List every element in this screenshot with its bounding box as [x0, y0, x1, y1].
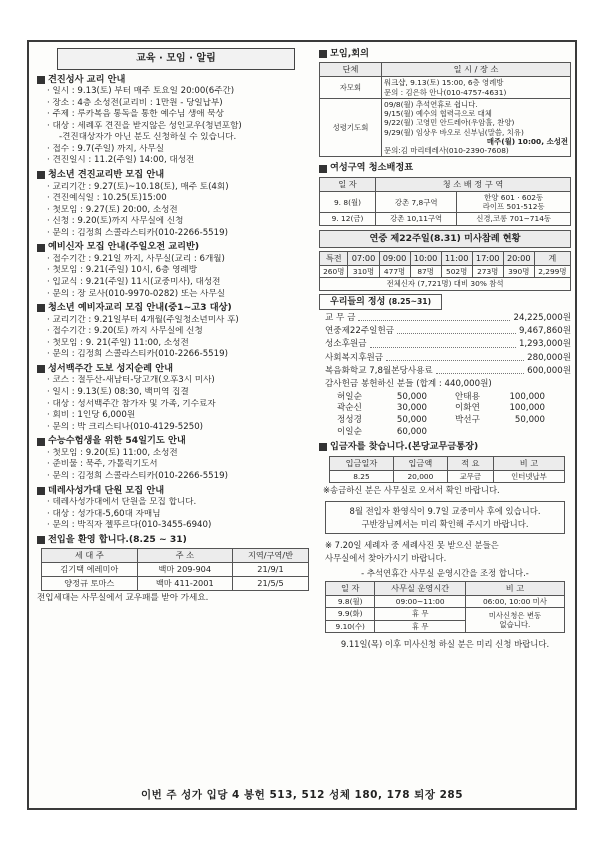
announcement-section: [37, 241, 315, 300]
announcement-list: [37, 74, 315, 532]
table-header: 입금액: [393, 456, 447, 470]
group-name: 자모회: [320, 77, 382, 99]
table-header: 10:00: [410, 252, 441, 266]
dotted-leader: [386, 352, 524, 361]
announcement-title: 청소년 예비자교리 모집 안내(중1~고3 대상): [48, 302, 232, 314]
bullet-square-icon: [37, 438, 45, 446]
mass-attendance-title: 연중 제22주일(8.31) 미사참례 현황: [319, 230, 571, 248]
offering-period: (8.25~31): [388, 296, 432, 306]
table-cell: 273명: [472, 266, 503, 278]
offering-amount: 9,467,860원: [518, 326, 571, 337]
table-row: [326, 608, 565, 620]
table-header: 계: [534, 252, 570, 266]
meeting-line: 09/8(월) 추석연휴로 쉽니다.: [384, 99, 478, 109]
donor-row: [319, 403, 571, 415]
announcement-title: 수능수험생을 위한 54일기도 안내: [48, 435, 186, 447]
donor-name: 박선구: [455, 414, 480, 425]
announcement-line: · 회비 : 1인당 6,000원: [47, 410, 136, 421]
announcement-line: · 접수기간 : 9.21일 까지, 사무실(교리 : 6개월): [47, 253, 225, 264]
welcome-table: [41, 548, 309, 591]
announcement-line: · 장소 : 4층 소성전(교리비 : 1만원 - 당일납부): [47, 97, 223, 108]
list-item: [319, 338, 571, 351]
announcement-title: 견진성사 교리 안내: [48, 73, 126, 85]
donor-row: [319, 392, 571, 404]
announcement-line: · 첫모임 : 9.27(토) 20:00, 소성전: [47, 204, 178, 215]
meeting-line: 문의 : 김은하 안나(010-4757-4631): [384, 87, 507, 97]
offering-label: 사회복지후원금: [325, 352, 384, 363]
announcement-line: · 대상 : 성가대-5,60대 자매님: [47, 508, 161, 519]
announcement-line: · 첫모임 : 9.20(토) 11:00, 소성전: [47, 447, 178, 458]
donor-amount: 50,000: [396, 391, 427, 402]
offering-label: 복음화학교 7,8월본당사용료: [325, 366, 433, 377]
meeting-line: 워크샵, 9.13(토) 15:00, 6층 영례방: [384, 78, 504, 88]
announcement-line: · 첫모임 : 9.21(주일) 10시, 6층 영례방: [47, 265, 198, 276]
baptism-photo-note: ※ 7.20일 세례자 중 세례사진 못 받으신 분들은 사무실에서 찾아가시기 바랍니다.: [325, 540, 499, 563]
table-header: 주 소: [137, 549, 232, 563]
bullet-square-icon: [37, 244, 45, 252]
offering-amount: 280,000원: [527, 352, 571, 363]
announcement-section: [37, 363, 315, 433]
bullet-square-icon: [37, 304, 45, 312]
spacer: [427, 392, 455, 404]
table-cell: 310명: [348, 266, 379, 278]
donor-amount: [495, 427, 545, 439]
list-item: [319, 312, 571, 325]
announcement-title: 예비신자 모집 안내(주일오전 교리반): [48, 241, 200, 253]
table-header: 일 자: [320, 177, 376, 191]
table-cell: 20,000: [393, 470, 447, 482]
office-hours-table: [325, 581, 565, 633]
bullet-square-icon: [37, 365, 45, 373]
deposit-note: ※송금하신 분은 사무실로 오셔서 확인 바랍니다.: [323, 484, 500, 495]
table-header: 비 고: [465, 582, 564, 596]
donor-row: [319, 427, 571, 439]
announcement-line: · 견진일시 : 11.2(주일) 14:00, 대성전: [47, 155, 195, 166]
table-cell: 260명: [320, 266, 348, 278]
announcement-section: [37, 74, 315, 168]
table-cell: 미사신청은 변동 없습니다.: [465, 608, 564, 633]
announcement-line: · 첫모임 : 9. 21(주일) 11:00, 소성전: [47, 337, 189, 348]
list-item: [319, 365, 571, 378]
table-cell: 9.10(수): [326, 620, 375, 632]
welcome-section: [37, 534, 315, 605]
offering-label: 성소후원금: [325, 339, 367, 350]
announcement-line: · 문의 : 박직자 젤뚜르다(010-3455-6940): [47, 520, 212, 531]
donor-list: [319, 392, 571, 438]
table-cell: 백마 209-904: [137, 563, 232, 577]
table-row: [320, 266, 571, 278]
table-header: 20:00: [503, 252, 534, 266]
meeting-line: 매주(월) 10:00, 소성전: [486, 136, 568, 146]
announcement-line: · 일시 : 9.13(토) 부터 매주 토요일 20:00(6주간): [47, 85, 235, 96]
table-cell: 백마 411-2001: [137, 577, 232, 591]
announcement-line: · 문의 : 장 로사(010-9970-0282) 또는 사무실: [47, 288, 226, 299]
meeting-line: 9/22(월) 고영민 안드레아(우암홀, 찬양): [384, 118, 515, 128]
announcement-line: · 접수 : 9.7(주일) 까지, 사무실: [47, 143, 165, 154]
announcement-line: · 교리기간 : 9.21일부터 4개월(주일청소년미사 후): [47, 314, 239, 325]
list-item: [319, 352, 571, 365]
dotted-leader: [370, 338, 516, 347]
cleaning-table: [319, 177, 571, 226]
announcement-line: · 일시 : 9.13(토) 08:30, 백미역 집결: [47, 387, 189, 398]
offering-list: [319, 312, 571, 379]
table-cell: 강촌 10,11구역: [376, 213, 457, 225]
dotted-leader: [358, 312, 510, 321]
table-header: 지역/구역/반: [232, 549, 308, 563]
donor-name: 이화연: [455, 403, 480, 414]
announcement-section: [37, 302, 315, 361]
office-note: 9.11일(목) 이후 미사신청 하실 분은 미리 신청 바랍니다.: [340, 638, 550, 649]
table-cell: 인터넷납부: [493, 470, 564, 482]
announcement-section: [37, 435, 315, 482]
table-cell: 김기택 에레미아: [42, 563, 138, 577]
table-row: [320, 213, 571, 225]
mass-summary: 전체신자 (7,721명) 대비 30% 참석: [320, 278, 571, 290]
table-header: 사무실 운영시간: [375, 582, 466, 596]
table-cell: 9. 8(월): [320, 191, 376, 213]
table-cell: 2,299명: [534, 266, 570, 278]
table-cell: 한양 601 · 602동 라이프 501-512동: [457, 191, 571, 213]
announcement-title: 청소년 견진교리반 모집 안내: [48, 169, 165, 181]
table-row: [320, 191, 571, 213]
spacer: [427, 415, 455, 427]
table-cell: 8.25: [330, 470, 394, 482]
table-header: 적 요: [447, 456, 493, 470]
table-cell: 9.9(화): [326, 608, 375, 620]
mass-attendance-table: [319, 251, 571, 291]
left-column: [37, 48, 315, 605]
announcement-line: · 접수기간 : 9.20(토) 까지 사무실에 신청: [47, 326, 203, 337]
welcome-ceremony-notice: 8월 전입자 환영식이 9.7일 교중미사 후에 있습니다. 구반장님께서는 미리 확인해 주시기 바랍니다.: [325, 501, 565, 534]
table-cell: 390명: [503, 266, 534, 278]
section-header: 교육 · 모임 · 알림: [57, 48, 295, 70]
announcement-title: 데레사성가대 단원 모집 안내: [48, 484, 165, 496]
announcement-line: · 문의 : 김정희 스콜라스티카(010-2266-5519): [47, 471, 228, 482]
announcement-line: · 주제 : 루카복음 통독을 통한 예수님 생애 묵상: [47, 109, 224, 120]
bullet-square-icon: [37, 76, 45, 84]
table-cell: 21/5/5: [232, 577, 308, 591]
hymn-footer: 이번 주 성가 입당 4 봉헌 513, 512 성체 180, 178 퇴장 285: [140, 788, 464, 801]
table-cell: 502명: [441, 266, 472, 278]
announcement-line: · 문의 : 김정희 스콜라스티카(010-2266-5519): [47, 227, 228, 238]
table-row: [42, 563, 309, 577]
offering-amount: 1,293,000원: [518, 339, 571, 350]
table-cell: 09:00~11:00: [375, 596, 466, 608]
announcement-line: · 대상 : 세례후 견진을 받지않은 성인교우(청년포함): [47, 120, 242, 131]
bullet-square-icon: [319, 50, 327, 58]
meeting-line: 9/29(월) 임상우 바오로 신부님(말씀, 치유): [384, 127, 524, 137]
welcome-title: 전입을 환영 합니다.(8.25 ~ 31): [48, 533, 187, 545]
donor-amount: 50,000: [396, 414, 427, 425]
table-cell: 양정규 토마스: [42, 577, 138, 591]
table-cell: 06:00, 10:00 미사: [465, 596, 564, 608]
bullet-square-icon: [37, 171, 45, 179]
bullet-square-icon: [37, 536, 45, 544]
table-header: 단체: [320, 63, 382, 77]
donor-name: 허일순: [337, 391, 362, 402]
group-name: 성령기도회: [320, 98, 382, 157]
table-cell: 87명: [410, 266, 441, 278]
dotted-leader: [436, 365, 524, 374]
announcement-line: · 준비물 : 묵주, 가톨릭기도서: [47, 459, 158, 470]
table-row: [320, 77, 571, 99]
table-header: 특전: [320, 252, 348, 266]
table-header: 일 시 / 장 소: [382, 63, 571, 77]
thanks-title: 감사헌금 봉헌하신 분들 (합계 : 440,000원): [325, 379, 492, 390]
cleaning-title: 여성구역 청소배정표: [330, 162, 414, 174]
table-header: 17:00: [472, 252, 503, 266]
table-cell: 477명: [379, 266, 410, 278]
table-header: 세 대 주: [42, 549, 138, 563]
table-header: 09:00: [379, 252, 410, 266]
deposit-table: [329, 456, 565, 483]
donor-name: 곽순신: [337, 403, 362, 414]
table-cell: 강촌 7,8구역: [376, 191, 457, 213]
offering-label: 교 무 금: [325, 312, 356, 323]
table-header: 청 소 배 정 구 역: [376, 177, 571, 191]
announcement-line: · 교리기간 : 9.27(토)~10.18(토), 매주 토(4회): [47, 181, 229, 192]
meeting-title: 모임,회의: [330, 48, 369, 59]
table-header: 입금일자: [330, 456, 394, 470]
donor-amount: 30,000: [396, 403, 427, 414]
announcement-line: · 데레사성가대에서 단원을 모집 합니다.: [47, 497, 197, 508]
office-hours-title: - 추석연휴간 사무실 운영시간을 조정 합니다.-: [361, 567, 529, 578]
donor-amount: 60,000: [396, 426, 427, 437]
announcement-line: · 문의 : 박 크리스티나(010-4129-5250): [47, 421, 204, 432]
table-cell: 휴 무: [375, 608, 466, 620]
announcement-line: · 코스 : 절두산-새남터-당고개(오후3시 미사): [47, 375, 215, 386]
spacer: [427, 427, 455, 439]
donor-name: 안태용: [455, 391, 480, 402]
bullet-square-icon: [319, 443, 327, 451]
table-cell: 9.8(월): [326, 596, 375, 608]
donor-amount: 50,000: [514, 414, 545, 425]
table-cell: 휴 무: [375, 620, 466, 632]
offering-title-box: [319, 294, 442, 310]
announcement-line: · 대상 : 성서백주간 참가자 및 가족, 기수료자: [47, 398, 216, 409]
announcement-line: · 입교식 : 9.21(주일) 11시(교중미사), 대성전: [47, 277, 221, 288]
right-column: [319, 48, 571, 650]
table-header: 07:00: [348, 252, 379, 266]
table-row: [330, 470, 565, 482]
offering-title: 우리들의 정성: [330, 296, 386, 307]
announcement-line: · 견진예식일 : 10.25(토)15:00: [47, 193, 167, 204]
offering-amount: 24,225,000원: [513, 312, 571, 323]
table-row: [320, 98, 571, 157]
table-header: 11:00: [441, 252, 472, 266]
donor-name: [455, 427, 495, 439]
offering-amount: 600,000원: [527, 366, 571, 377]
list-item: [319, 325, 571, 338]
bulletin-page: [27, 40, 577, 810]
bullet-square-icon: [319, 165, 327, 173]
deposit-title: 입금자를 찾습니다.(본당교무금통장): [330, 441, 479, 453]
table-cell: 21/9/1: [232, 563, 308, 577]
donor-row: [319, 415, 571, 427]
announcement-section: [37, 169, 315, 239]
table-row: [326, 596, 565, 608]
table-header: 비 고: [493, 456, 564, 470]
announcement-title: 성서백주간 도보 성지순례 안내: [48, 363, 173, 375]
meeting-table: [319, 62, 571, 157]
announcement-line: · 문의 : 김정희 스콜라스티카(010-2266-5519): [47, 349, 228, 360]
donor-name: 이일순: [337, 426, 362, 437]
dotted-leader: [397, 325, 516, 334]
announcement-line: · 신청 : 9.20(토)까지 사무실에 신청: [47, 216, 184, 227]
bullet-square-icon: [37, 487, 45, 495]
table-row: [42, 577, 309, 591]
meeting-line: 9/15(월) 예수의 협력극으로 대체: [384, 109, 492, 119]
spacer: [427, 403, 455, 415]
meeting-line: 문의:김 마리테레사(010-2390-7608): [384, 146, 509, 156]
donor-name: 정성경: [337, 414, 362, 425]
announcement-line: -견진대상자가 아닌 분도 신청하실 수 있습니다.: [59, 132, 237, 143]
table-header: 일 자: [326, 582, 375, 596]
donor-amount: 100,000: [509, 403, 545, 414]
announcement-section: [37, 485, 315, 532]
donor-amount: 100,000: [509, 391, 545, 402]
welcome-note: 전입세대는 사무실에서 교우패를 받아 가세요.: [37, 593, 209, 604]
table-cell: 신경,코롱 701~714동: [457, 213, 571, 225]
table-cell: 9. 12(금): [320, 213, 376, 225]
table-cell: 교무금: [447, 470, 493, 482]
offering-label: 연중제22주일헌금: [325, 326, 395, 337]
